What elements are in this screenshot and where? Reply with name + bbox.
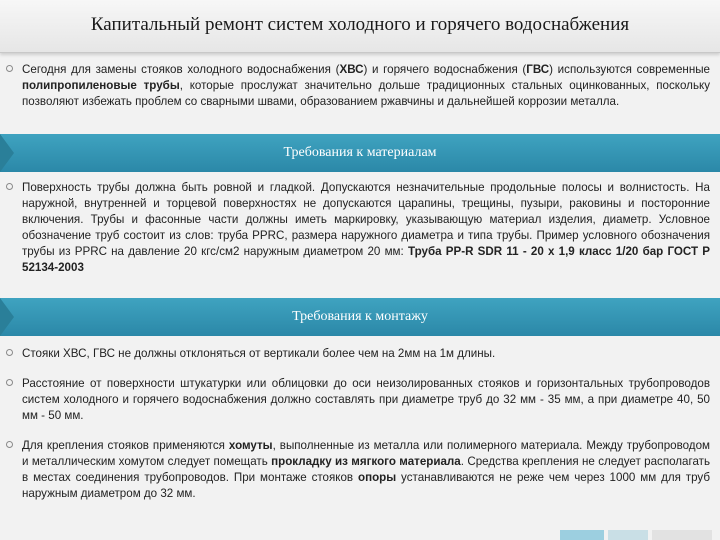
- bullet-icon: [6, 183, 13, 190]
- mounting-item-2: [6, 376, 710, 424]
- materials-text: Поверхность трубы должна быть ровной и гладкой. Допускаются незначительные продольные полосы и волнистость. На наружной, внутренней и торцевой поверхностях не допускаются царапины, трещины, пузыри, раковины и посторонние включения. Трубы и фасонные части должны иметь маркировку, указывающую материал изделия, диаметр. Условное обозначение труб состоит из слов: труба PPRC, размера наружного диаметра и типа трубы. Пример условного обозначения трубы из PPRC на давление 20 кгс/см2 наружным диаметром 20 мм: Труба PP-R SDR 11 - 20 х 1,9 класс 1/20 бар ГОСТ Р 52134-2003: [22, 181, 711, 274]
- mounting-banner: [0, 298, 720, 336]
- banner-notch: [0, 298, 14, 336]
- banner-notch: [0, 134, 14, 172]
- mounting-item-3-text: Для крепления стояков применяются хомуты, выполненные из металла или полимерного материала. Между трубопроводом и металлическим хомутом следует помещать прокладку из мягкого материала. Средства крепления не следует располагать в местах соединения трубопроводов. При монтаже стояков опоры устанавливаются не реже чем через 1000 мм для труб наружным диаметром до 32 мм.: [22, 439, 711, 500]
- materials-paragraph: [6, 180, 710, 276]
- mounting-item-1: [6, 346, 710, 362]
- decor-stripe: [560, 530, 604, 540]
- mounting-item-3: [6, 438, 710, 502]
- bullet-icon: [6, 441, 13, 448]
- materials-heading: Требования к материалам: [283, 145, 437, 160]
- mounting-heading: Требования к монтажу: [292, 309, 428, 324]
- bullet-icon: [6, 379, 13, 386]
- mounting-item-2-text: Расстояние от поверхности штукатурки или облицовки до оси неизолированных стояков и горизонтальных трубопроводов систем холодного и горячего водоснабжения должно составлять при диаметре труб до 32 мм - 35 мм, а при диаметре 40, 50 мм - 50 мм.: [22, 377, 710, 422]
- materials-banner: [0, 134, 720, 172]
- page-title: Капитальный ремонт систем холодного и горячего водоснабжения: [90, 14, 630, 35]
- intro-paragraph: [6, 62, 710, 110]
- bullet-icon: [6, 65, 13, 72]
- mounting-item-1-text: Стояки ХВС, ГВС не должны отклоняться от вертикали более чем на 2мм на 1м длины.: [22, 347, 496, 360]
- bullet-icon: [6, 349, 13, 356]
- intro-text: Сегодня для замены стояков холодного водоснабжения (ХВС) и горячего водоснабжения (ГВС) используются современные полипропиленовые трубы, которые прослужат значительно дольше традиционных стальных оцинкованных, поскольку позволяют избежать проблем со сварными швами, образованием ржавчины и дальнейшей коррозии металла.: [22, 63, 711, 108]
- decor-stripe: [652, 530, 712, 540]
- decor-stripe: [608, 530, 648, 540]
- title-bar: [0, 0, 720, 53]
